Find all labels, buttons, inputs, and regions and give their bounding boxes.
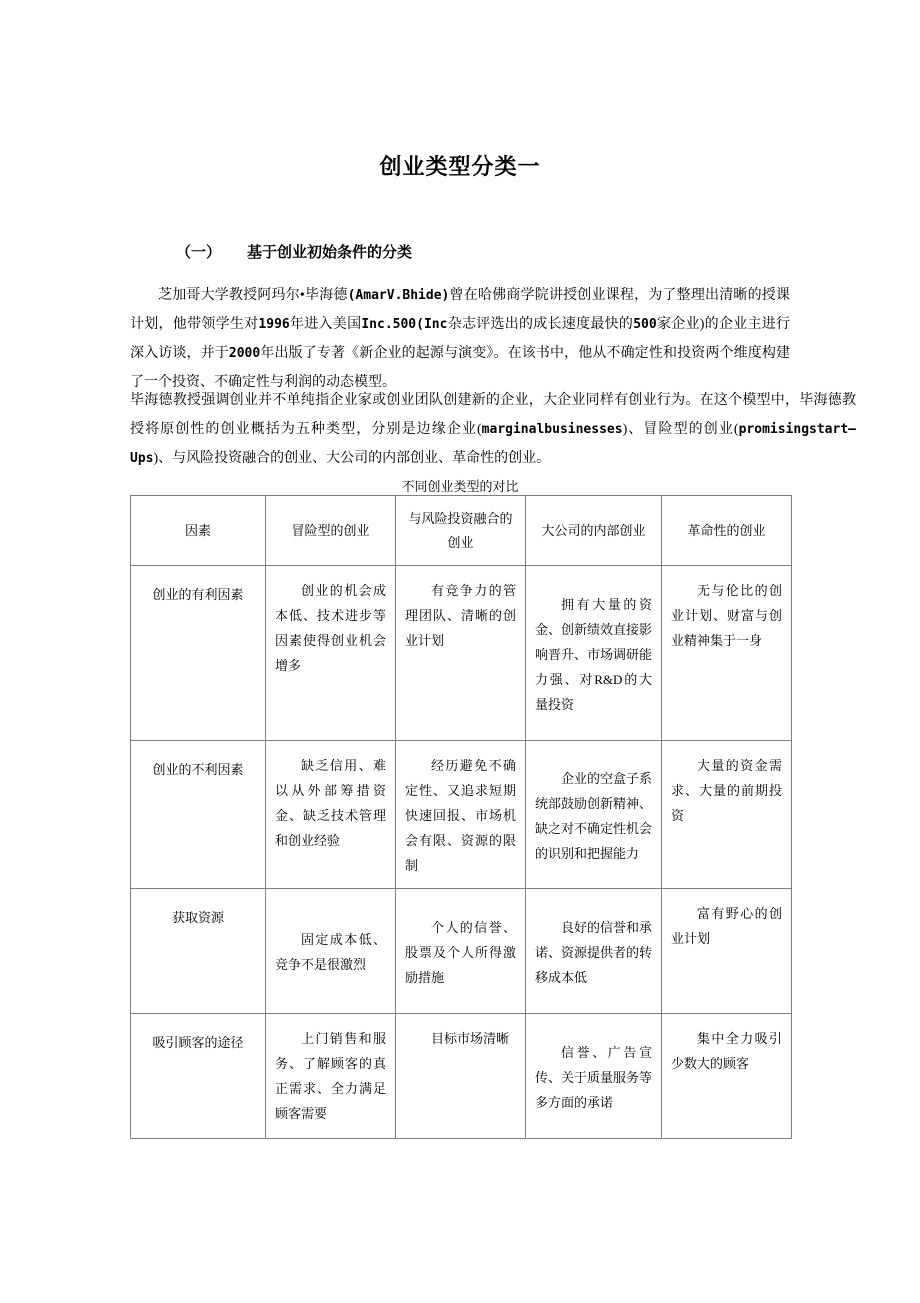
table-caption: 不同创业类型的对比 <box>401 479 519 494</box>
cell-text: 良好的信誉和承诺、资源提供者的转移成本低 <box>535 919 653 985</box>
table-cell <box>526 1014 662 1139</box>
cell-text: 创业的机会成本低、技术进步等因素使得创业机会增多 <box>275 583 386 673</box>
table-row <box>131 889 792 1014</box>
table-cell <box>396 741 526 889</box>
section-heading-text: 基于创业初始条件的分类 <box>247 245 413 261</box>
row-label: 吸引顾客的途径 <box>131 1014 266 1139</box>
table-cell <box>662 741 792 889</box>
row-label: 获取资源 <box>131 889 266 1014</box>
cell-text: 大量的资金需求、大量的前期投资 <box>671 758 782 823</box>
table-cell <box>662 566 792 741</box>
table-cell <box>396 566 526 741</box>
cell-text: 企业的空盒子系统部鼓励创新精神、缺之对不确定性机会的识别和把握能力 <box>535 770 653 861</box>
paragraph-types: 毕海德教授强调创业并不单纯指企业家或创业团队创建新的企业，大企业同样有创业行为。在这个模型中，毕海德教授将原创性的创业概括为五种类型，分别是边缘企业(marginalbusinesses)、冒险型的创业(promisingstart—Ups)、与风险投资融合的创业、大公司的内部创业、革命性的创业。 <box>130 393 856 466</box>
table-cell <box>526 741 662 889</box>
table-row <box>131 741 792 889</box>
row-label: 创业的有利因素 <box>131 566 266 741</box>
row-label: 创业的不利因素 <box>131 741 266 889</box>
table-cell <box>526 889 662 1014</box>
table-cell <box>396 889 526 1014</box>
section-number: （一） <box>176 245 222 261</box>
header-cell-corporate: 大公司的内部创业 <box>526 496 662 566</box>
cell-text: 上门销售和服务、了解顾客的真正需求、全力满足顾客需要 <box>275 1031 386 1121</box>
table-cell <box>266 889 396 1014</box>
cell-text: 拥有大量的资金、创新绩效直接影响晋升、市场调研能力强、对R&D的大量投资 <box>535 596 653 712</box>
table-cell <box>266 741 396 889</box>
cell-text: 信誉、广告宣传、关于质量服务等多方面的承诺 <box>535 1044 653 1110</box>
section-heading <box>176 241 412 262</box>
table-row <box>131 1014 792 1139</box>
cell-text: 固定成本低、竞争不是很激烈 <box>275 932 386 972</box>
cell-text: 目标市场清晰 <box>431 1031 510 1046</box>
header-cell-vc-backed: 与风险投资融合的创业 <box>396 496 526 566</box>
table-cell <box>526 566 662 741</box>
comparison-table <box>130 495 792 1139</box>
table-cell <box>662 1014 792 1139</box>
header-cell-revolutionary: 革命性的创业 <box>662 496 792 566</box>
table-cell <box>662 889 792 1014</box>
paragraph-intro: 芝加哥大学教授阿玛尔•毕海德(AmarV.Bhide)曾在哈佛商学院讲授创业课程，为了整理出清晰的授课计划，他带领学生对1996年进入美国Inc.500(Inc杂志评选出的成长速度最快的500家企业)的企业主进行深入访谈，并于2000年出版了专著《新企业的起源与演变》。在该书中，他从不确定性和投资两个维度构建了一个投资、不确定性与利润的动态模型。 <box>130 288 791 390</box>
header-cell-risky-startup: 冒险型的创业 <box>266 496 396 566</box>
cell-text: 经历避免不确定性、又追求短期快速回报、市场机会有限、资源的限制 <box>405 758 516 873</box>
cell-text: 集中全力吸引少数大的顾客 <box>671 1031 782 1071</box>
table-cell <box>396 1014 526 1139</box>
cell-text: 无与伦比的创业计划、财富与创业精神集于一身 <box>671 583 782 648</box>
document-title: 创业类型分类一 <box>379 154 541 179</box>
table-cell <box>266 1014 396 1139</box>
cell-text: 缺乏信用、难以从外部筹措资金、缺乏技术管理和创业经验 <box>275 758 386 848</box>
cell-text: 个人的信誉、股票及个人所得激励措施 <box>405 919 516 985</box>
table-header-row <box>131 496 792 566</box>
table-cell <box>266 566 396 741</box>
header-cell-factor: 因素 <box>131 496 266 566</box>
cell-text: 有竞争力的管理团队、清晰的创业计划 <box>405 583 516 648</box>
cell-text: 富有野心的创业计划 <box>671 906 782 946</box>
table-row <box>131 566 792 741</box>
